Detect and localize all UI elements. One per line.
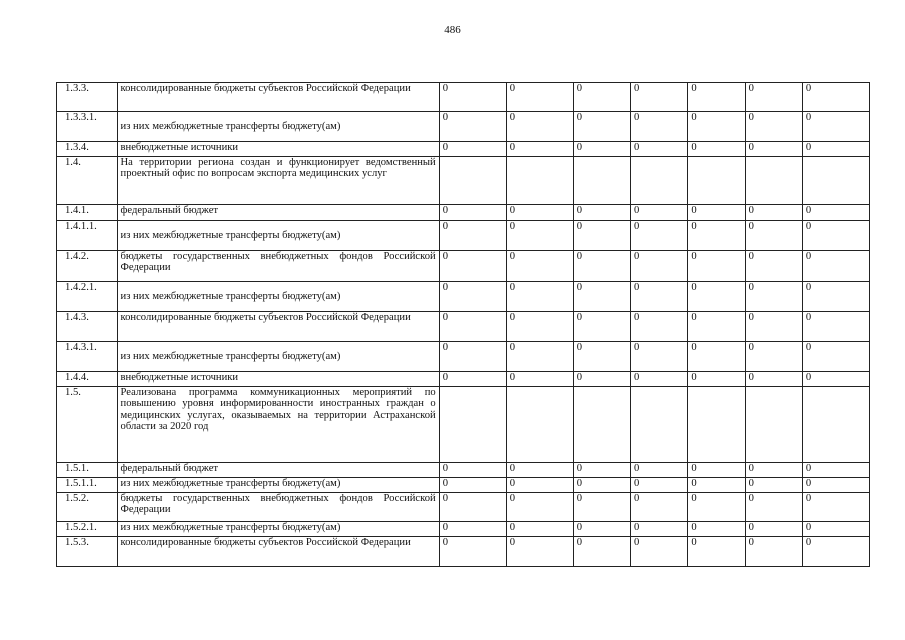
row-number-cell: 1.5. xyxy=(57,387,118,463)
value-cell: 0 xyxy=(631,522,688,537)
row-number-cell: 1.4.3. xyxy=(57,312,118,342)
value-cell xyxy=(688,387,745,463)
row-description-cell: внебюджетные источники xyxy=(117,372,439,387)
value-cell: 0 xyxy=(573,142,630,157)
budget-table xyxy=(56,82,870,567)
value-cell: 0 xyxy=(506,478,573,493)
row-number-cell: 1.4.1.1. xyxy=(57,221,118,251)
value-cell: 0 xyxy=(802,522,869,537)
row-description-cell: из них межбюджетные трансферты бюджету(ам) xyxy=(117,478,439,493)
value-cell: 0 xyxy=(688,83,745,112)
value-cell: 0 xyxy=(439,205,506,221)
row-description-cell: из них межбюджетные трансферты бюджету(ам) xyxy=(117,282,439,312)
row-description-cell: консолидированные бюджеты субъектов Российской Федерации xyxy=(117,537,439,567)
value-cell: 0 xyxy=(688,312,745,342)
value-cell: 0 xyxy=(506,493,573,522)
table-row xyxy=(57,83,870,112)
value-cell: 0 xyxy=(745,493,802,522)
table-row xyxy=(57,142,870,157)
value-cell: 0 xyxy=(688,463,745,478)
value-cell: 0 xyxy=(631,372,688,387)
value-cell: 0 xyxy=(688,537,745,567)
value-cell: 0 xyxy=(439,142,506,157)
row-description-cell: внебюджетные источники xyxy=(117,142,439,157)
table-row xyxy=(57,537,870,567)
value-cell: 0 xyxy=(506,537,573,567)
value-cell xyxy=(688,157,745,205)
value-cell: 0 xyxy=(688,142,745,157)
value-cell: 0 xyxy=(631,282,688,312)
table-row xyxy=(57,463,870,478)
row-number-cell: 1.3.4. xyxy=(57,142,118,157)
row-number-cell: 1.4.4. xyxy=(57,372,118,387)
value-cell: 0 xyxy=(506,342,573,372)
value-cell: 0 xyxy=(631,205,688,221)
table-row xyxy=(57,478,870,493)
value-cell: 0 xyxy=(802,342,869,372)
value-cell: 0 xyxy=(802,537,869,567)
row-number-cell: 1.4.1. xyxy=(57,205,118,221)
value-cell: 0 xyxy=(802,83,869,112)
value-cell: 0 xyxy=(573,112,630,142)
value-cell: 0 xyxy=(573,221,630,251)
value-cell: 0 xyxy=(573,522,630,537)
value-cell: 0 xyxy=(745,478,802,493)
value-cell: 0 xyxy=(439,493,506,522)
value-cell: 0 xyxy=(631,251,688,282)
value-cell: 0 xyxy=(688,221,745,251)
value-cell: 0 xyxy=(631,142,688,157)
value-cell: 0 xyxy=(802,282,869,312)
value-cell xyxy=(439,157,506,205)
value-cell: 0 xyxy=(439,463,506,478)
row-description-cell: из них межбюджетные трансферты бюджету(ам) xyxy=(117,221,439,251)
value-cell xyxy=(506,387,573,463)
value-cell: 0 xyxy=(745,282,802,312)
row-description-cell: из них межбюджетные трансферты бюджету(ам) xyxy=(117,522,439,537)
table-row xyxy=(57,157,870,205)
value-cell: 0 xyxy=(439,312,506,342)
value-cell: 0 xyxy=(631,83,688,112)
value-cell xyxy=(631,387,688,463)
row-description-cell: консолидированные бюджеты субъектов Российской Федерации xyxy=(117,312,439,342)
value-cell: 0 xyxy=(631,463,688,478)
table-row xyxy=(57,112,870,142)
row-description-cell: из них межбюджетные трансферты бюджету(ам) xyxy=(117,342,439,372)
row-number-cell: 1.4. xyxy=(57,157,118,205)
value-cell: 0 xyxy=(688,342,745,372)
value-cell: 0 xyxy=(631,493,688,522)
value-cell: 0 xyxy=(688,251,745,282)
value-cell: 0 xyxy=(506,205,573,221)
table-row xyxy=(57,493,870,522)
value-cell xyxy=(802,157,869,205)
value-cell: 0 xyxy=(439,251,506,282)
value-cell: 0 xyxy=(631,342,688,372)
value-cell: 0 xyxy=(573,537,630,567)
row-number-cell: 1.3.3. xyxy=(57,83,118,112)
value-cell: 0 xyxy=(745,83,802,112)
value-cell: 0 xyxy=(631,537,688,567)
value-cell: 0 xyxy=(573,493,630,522)
value-cell: 0 xyxy=(802,112,869,142)
table-row xyxy=(57,221,870,251)
value-cell: 0 xyxy=(573,478,630,493)
value-cell: 0 xyxy=(573,463,630,478)
value-cell: 0 xyxy=(506,142,573,157)
value-cell xyxy=(631,157,688,205)
value-cell: 0 xyxy=(573,312,630,342)
value-cell: 0 xyxy=(439,112,506,142)
budget-table-body xyxy=(57,83,870,567)
value-cell: 0 xyxy=(506,251,573,282)
row-description-cell: федеральный бюджет xyxy=(117,205,439,221)
table-row xyxy=(57,342,870,372)
value-cell: 0 xyxy=(631,478,688,493)
value-cell: 0 xyxy=(745,221,802,251)
value-cell: 0 xyxy=(688,112,745,142)
row-description-cell: бюджеты государственных внебюджетных фондов Российской Федерации xyxy=(117,493,439,522)
table-row xyxy=(57,372,870,387)
value-cell: 0 xyxy=(745,251,802,282)
value-cell: 0 xyxy=(631,112,688,142)
value-cell: 0 xyxy=(573,251,630,282)
row-number-cell: 1.5.2.1. xyxy=(57,522,118,537)
value-cell: 0 xyxy=(688,522,745,537)
value-cell: 0 xyxy=(506,282,573,312)
row-number-cell: 1.5.2. xyxy=(57,493,118,522)
value-cell: 0 xyxy=(506,522,573,537)
value-cell: 0 xyxy=(439,282,506,312)
value-cell: 0 xyxy=(631,312,688,342)
row-number-cell: 1.5.1.1. xyxy=(57,478,118,493)
row-number-cell: 1.3.3.1. xyxy=(57,112,118,142)
value-cell: 0 xyxy=(439,537,506,567)
value-cell: 0 xyxy=(802,251,869,282)
value-cell: 0 xyxy=(688,282,745,312)
row-number-cell: 1.5.3. xyxy=(57,537,118,567)
value-cell: 0 xyxy=(802,478,869,493)
value-cell xyxy=(573,157,630,205)
value-cell: 0 xyxy=(802,312,869,342)
value-cell xyxy=(802,387,869,463)
value-cell: 0 xyxy=(439,221,506,251)
row-description-cell: На территории региона создан и функционирует ведомственный проектный офис по вопросам экспорта медицинских услуг xyxy=(117,157,439,205)
value-cell: 0 xyxy=(506,112,573,142)
table-row xyxy=(57,282,870,312)
row-number-cell: 1.4.2.1. xyxy=(57,282,118,312)
value-cell: 0 xyxy=(745,372,802,387)
value-cell: 0 xyxy=(506,83,573,112)
value-cell: 0 xyxy=(802,205,869,221)
value-cell: 0 xyxy=(506,221,573,251)
row-description-cell: федеральный бюджет xyxy=(117,463,439,478)
value-cell: 0 xyxy=(439,478,506,493)
value-cell: 0 xyxy=(439,372,506,387)
value-cell: 0 xyxy=(439,522,506,537)
value-cell: 0 xyxy=(631,221,688,251)
value-cell: 0 xyxy=(688,493,745,522)
value-cell: 0 xyxy=(745,142,802,157)
value-cell: 0 xyxy=(745,342,802,372)
table-row xyxy=(57,522,870,537)
row-number-cell: 1.4.2. xyxy=(57,251,118,282)
value-cell xyxy=(745,157,802,205)
row-description-cell: Реализована программа коммуникационных мероприятий по повышению уровня информированности иностранных граждан о медицинских услугах, оказываемых на территории Астраханской области за 2020 год xyxy=(117,387,439,463)
value-cell: 0 xyxy=(802,221,869,251)
value-cell: 0 xyxy=(802,493,869,522)
table-row xyxy=(57,251,870,282)
value-cell xyxy=(439,387,506,463)
value-cell: 0 xyxy=(745,463,802,478)
value-cell: 0 xyxy=(573,372,630,387)
row-description-cell: бюджеты государственных внебюджетных фондов Российской Федерации xyxy=(117,251,439,282)
value-cell: 0 xyxy=(745,522,802,537)
value-cell: 0 xyxy=(745,205,802,221)
value-cell: 0 xyxy=(745,312,802,342)
page-number: 486 xyxy=(444,24,461,36)
value-cell: 0 xyxy=(573,282,630,312)
value-cell: 0 xyxy=(573,205,630,221)
value-cell: 0 xyxy=(688,478,745,493)
value-cell: 0 xyxy=(506,463,573,478)
value-cell xyxy=(745,387,802,463)
table-row xyxy=(57,205,870,221)
value-cell: 0 xyxy=(802,142,869,157)
value-cell: 0 xyxy=(802,372,869,387)
value-cell: 0 xyxy=(802,463,869,478)
value-cell: 0 xyxy=(439,342,506,372)
value-cell: 0 xyxy=(506,372,573,387)
value-cell: 0 xyxy=(439,83,506,112)
value-cell: 0 xyxy=(506,312,573,342)
table-row xyxy=(57,312,870,342)
value-cell: 0 xyxy=(745,112,802,142)
row-number-cell: 1.4.3.1. xyxy=(57,342,118,372)
value-cell: 0 xyxy=(688,372,745,387)
row-number-cell: 1.5.1. xyxy=(57,463,118,478)
value-cell xyxy=(573,387,630,463)
row-description-cell: из них межбюджетные трансферты бюджету(ам) xyxy=(117,112,439,142)
value-cell: 0 xyxy=(688,205,745,221)
value-cell: 0 xyxy=(573,83,630,112)
table-row xyxy=(57,387,870,463)
row-description-cell: консолидированные бюджеты субъектов Российской Федерации xyxy=(117,83,439,112)
value-cell xyxy=(506,157,573,205)
value-cell: 0 xyxy=(745,537,802,567)
value-cell: 0 xyxy=(573,342,630,372)
